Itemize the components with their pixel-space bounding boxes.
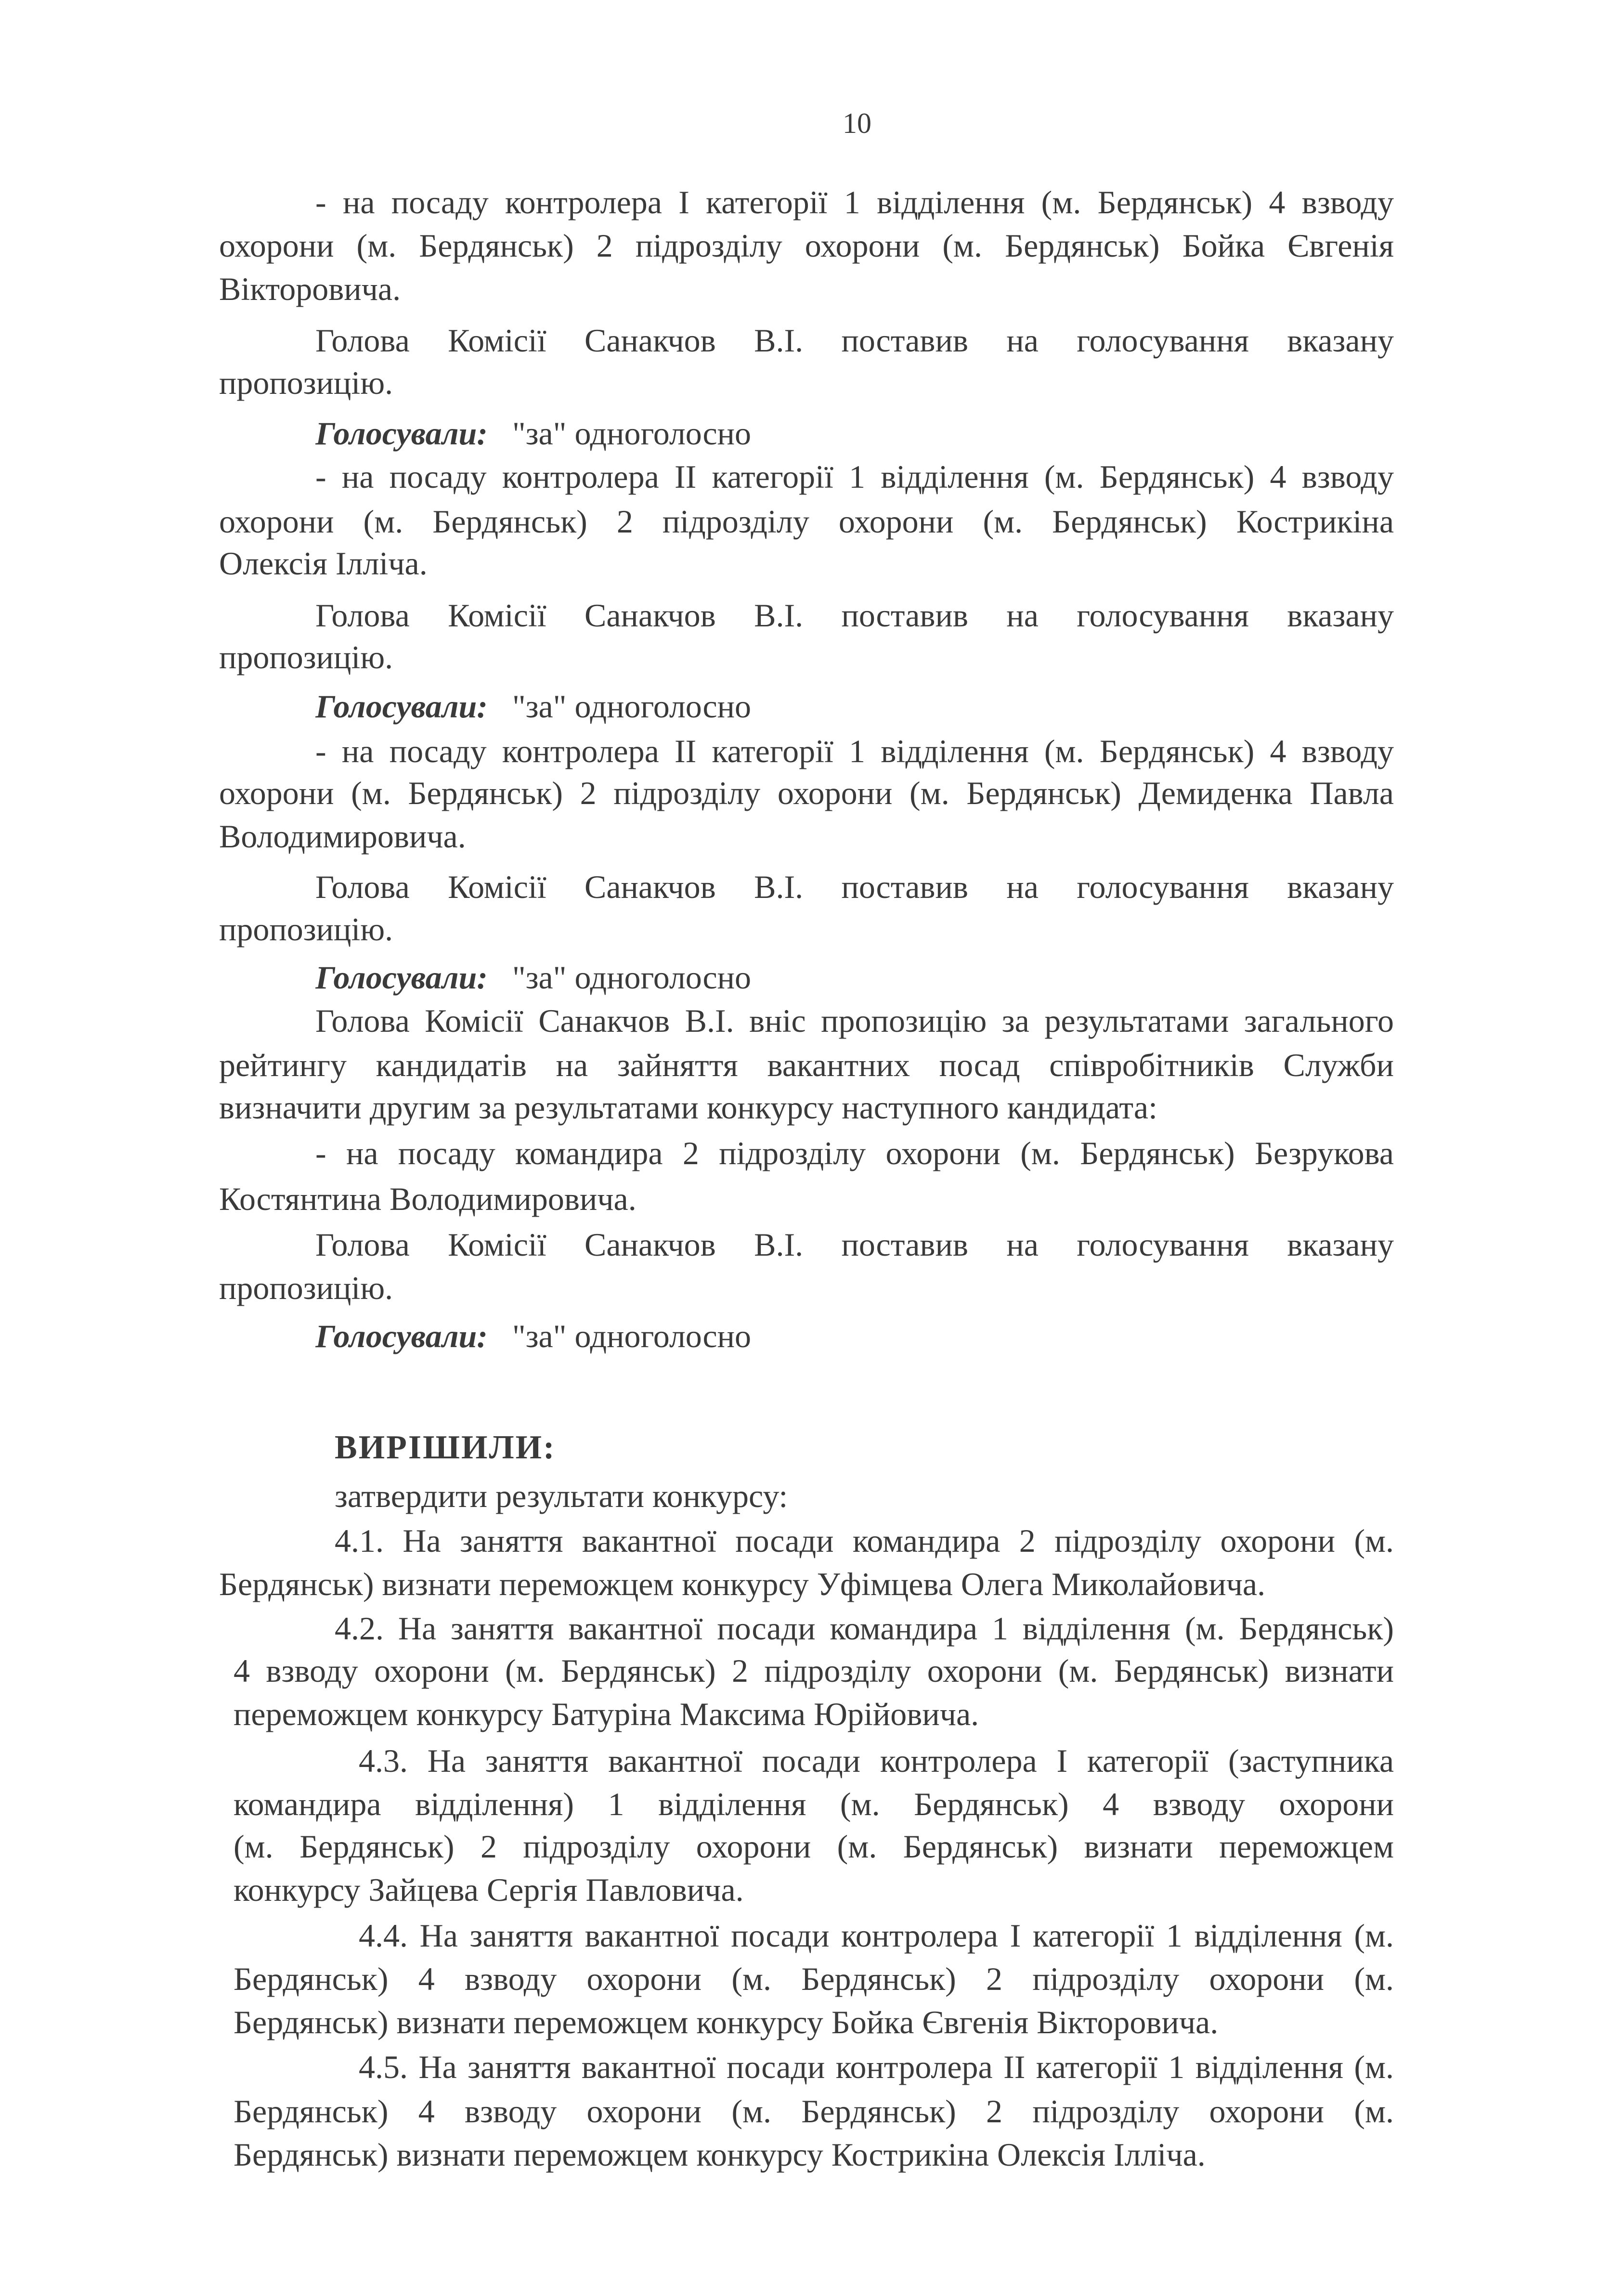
- text-line: 4.4. На заняття вакантної посади контролера І категорії 1 відділення (м.: [359, 1917, 1394, 1954]
- vote-line: [315, 685, 1038, 728]
- vote-label: Голосували:: [315, 959, 488, 996]
- text-line: охорони (м. Бердянськ) 2 підрозділу охорони (м. Бердянськ) Кострикіна: [219, 503, 1394, 540]
- vote-line: [315, 956, 1038, 999]
- text-line: пропозицію.: [219, 1270, 393, 1306]
- text-line: рейтингу кандидатів на зайняття вакантних посад співробітників Служби: [219, 1047, 1394, 1083]
- text-line: пропозицію.: [219, 639, 393, 675]
- text-line: 4.1. На заняття вакантної посади командира 2 підрозділу охорони (м.: [335, 1522, 1394, 1559]
- text-line: охорони (м. Бердянськ) 2 підрозділу охорони (м. Бердянськ) Демиденка Павла: [219, 775, 1394, 811]
- text-line: Володимировича.: [219, 818, 466, 855]
- vote-result: "за" одноголосно: [512, 415, 752, 452]
- text-line: Бердянськ) визнати переможцем конкурсу Уфімцева Олега Миколайовича.: [219, 1566, 1266, 1602]
- text-line: Голова Комісії Санакчов В.І. поставив на голосування вказану: [315, 1226, 1394, 1263]
- page-number: 10: [843, 107, 871, 139]
- text-line: Бердянськ) 4 взводу охорони (м. Бердянськ) 2 підрозділу охорони (м.: [234, 2093, 1394, 2130]
- decision-heading: ВИРІШИЛИ:: [335, 1429, 556, 1466]
- text-line: Бердянськ) визнати переможцем конкурсу Кострикіна Олексія Ілліча.: [234, 2136, 1206, 2173]
- text-line: 4.5. На заняття вакантної посади контролера ІІ категорії 1 відділення (м.: [359, 2049, 1394, 2085]
- vote-label: Голосували:: [315, 1318, 488, 1354]
- text-line: 4 взводу охорони (м. Бердянськ) 2 підрозділу охорони (м. Бердянськ) визнати: [234, 1652, 1394, 1689]
- text-line: Голова Комісії Санакчов В.І. вніс пропозицію за результатами загального: [315, 1002, 1394, 1039]
- vote-label: Голосували:: [315, 415, 488, 452]
- text-line: охорони (м. Бердянськ) 2 підрозділу охорони (м. Бердянськ) Бойка Євгенія: [219, 227, 1394, 264]
- text-line: - на посаду контролера ІІ категорії 1 відділення (м. Бердянськ) 4 взводу: [315, 458, 1394, 495]
- text-line: Голова Комісії Санакчов В.І. поставив на голосування вказану: [315, 869, 1394, 905]
- text-line: командира відділення) 1 відділення (м. Бердянськ) 4 взводу охорони: [234, 1786, 1394, 1822]
- text-line: пропозицію.: [219, 911, 393, 948]
- text-line: визначити другим за результатами конкурсу наступного кандидата:: [219, 1089, 1157, 1126]
- vote-result: "за" одноголосно: [512, 1318, 752, 1354]
- text-line: пропозицію.: [219, 364, 393, 401]
- vote-result: "за" одноголосно: [512, 688, 752, 725]
- text-line: - на посаду командира 2 підрозділу охорони (м. Бердянськ) Безрукова: [315, 1135, 1394, 1171]
- text-line: Костянтина Володимировича.: [219, 1181, 637, 1217]
- text-line: Голова Комісії Санакчов В.І. поставив на голосування вказану: [315, 322, 1394, 359]
- text-line: - на посаду контролера І категорії 1 відділення (м. Бердянськ) 4 взводу: [315, 184, 1394, 221]
- text-line: Бердянськ) визнати переможцем конкурсу Бойка Євгенія Вікторовича.: [234, 2004, 1219, 2040]
- vote-line: [315, 1314, 1038, 1358]
- text-line: конкурсу Зайцева Сергія Павловича.: [234, 1871, 744, 1908]
- text-line: 4.2. На заняття вакантної посади командира 1 відділення (м. Бердянськ): [335, 1610, 1394, 1647]
- text-line: (м. Бердянськ) 2 підрозділу охорони (м. Бердянськ) визнати переможцем: [234, 1828, 1394, 1865]
- text-line: 4.3. На заняття вакантної посади контролера І категорії (заступника: [359, 1742, 1394, 1779]
- text-line: переможцем конкурсу Батуріна Максима Юрійовича.: [234, 1696, 979, 1732]
- text-line: Голова Комісії Санакчов В.І. поставив на голосування вказану: [315, 597, 1394, 634]
- text-line: затвердити результати конкурсу:: [335, 1478, 788, 1514]
- text-line: - на посаду контролера ІІ категорії 1 відділення (м. Бердянськ) 4 взводу: [315, 733, 1394, 769]
- text-line: Бердянськ) 4 взводу охорони (м. Бердянськ) 2 підрозділу охорони (м.: [234, 1961, 1394, 1997]
- text-line: Вікторовича.: [219, 271, 401, 307]
- vote-label: Голосували:: [315, 688, 488, 725]
- vote-result: "за" одноголосно: [512, 959, 752, 996]
- text-line: Олексія Ілліча.: [219, 545, 428, 582]
- vote-line: [315, 412, 1038, 455]
